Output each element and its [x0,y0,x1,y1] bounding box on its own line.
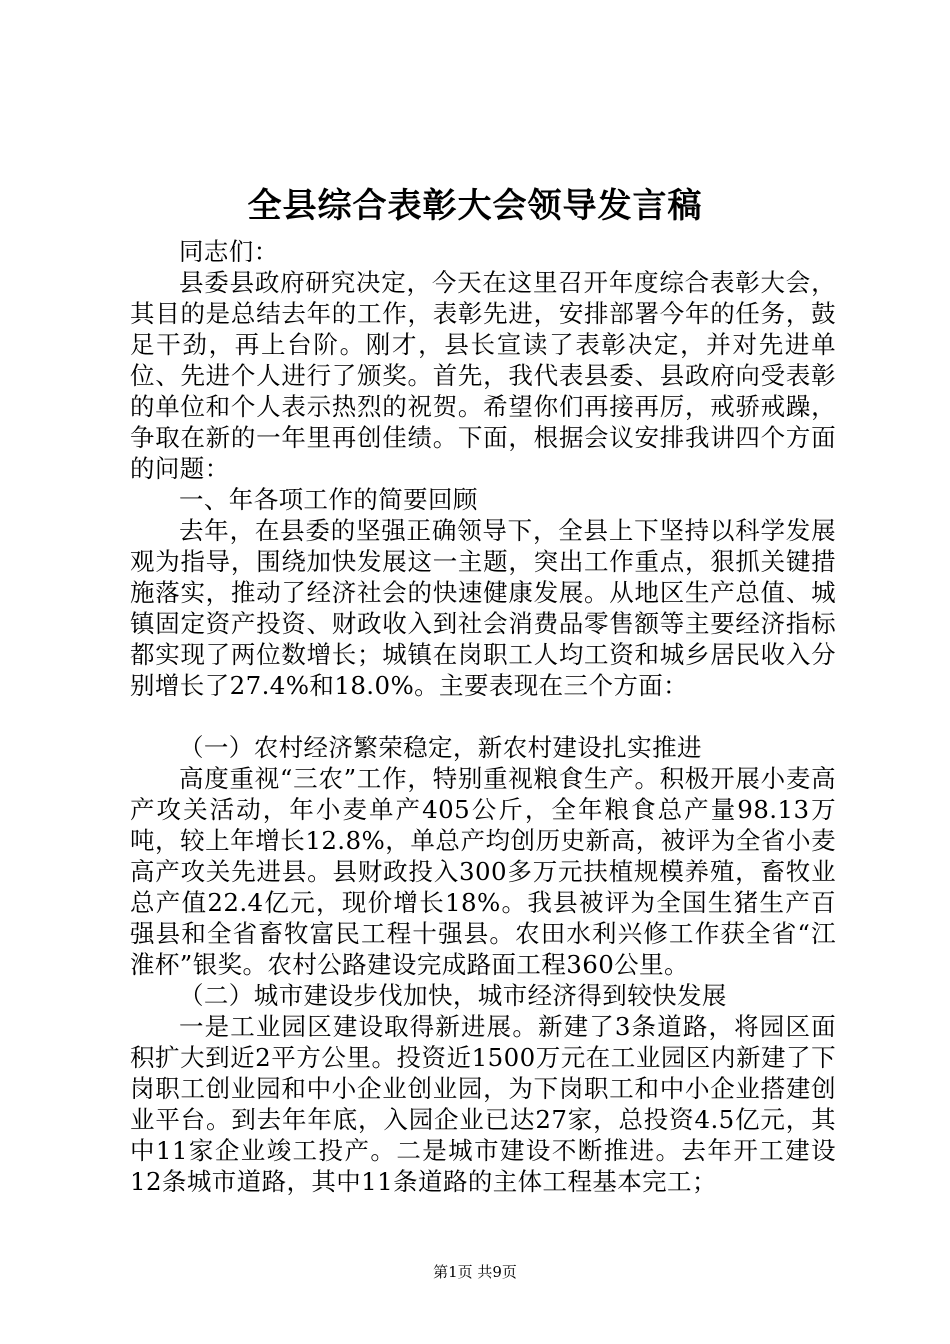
subsection-heading-1: （一）农村经济繁荣稳定，新农村建设扎实推进 [179,733,702,762]
salutation: 同志们： [179,237,279,266]
document-body [130,236,836,1197]
paragraph-gap [130,701,836,732]
rural-economy-paragraph: 高度重视“三农”工作，特别重视粮食生产。积极开展小麦高产攻关活动，年小麦单产405公斤，全年粮食总产量98.13万吨，较上年增长12.8%，单总产均创历史新高，被评为全省小麦高产攻关先进县。县财政投入300多万元扶植规模养殖，畜牧业总产值22.4亿元，现价增长18%。我县被评为全国生猪生产百强县和全省畜牧富民工程十强县。农田水利兴修工作获全省“江淮杯”银奖。农村公路建设完成路面工程360公里。 [130,764,836,979]
subsection-heading-2: （二）城市建设步伐加快，城市经济得到较快发展 [179,981,727,1010]
page-number: 第1页 共9页 [433,1263,517,1281]
urban-construction-paragraph: 一是工业园区建设取得新进展。新建了3条道路，将园区面积扩大到近2平方公里。投资近1500万元在工业园区内新建了下岗职工创业园和中小企业创业园，为下岗职工和中小企业搭建创业平台。到去年年底，入园企业已达27家，总投资4.5亿元，其中11家企业竣工投产。二是城市建设不断推进。去年开工建设12条城市道路，其中11条道路的主体工程基本完工； [130,1012,836,1196]
review-paragraph: 去年，在县委的坚强正确领导下，全县上下坚持以科学发展观为指导，围绕加快发展这一主题，突出工作重点，狠抓关键措施落实，推动了经济社会的快速健康发展。从地区生产总值、城镇固定资产投资、财政收入到社会消费品零售额等主要经济指标都实现了两位数增长；城镇在岗职工人均工资和城乡居民收入分别增长了27.4%和18.0%。主要表现在三个方面： [130,516,836,700]
document-title: 全县综合表彰大会领导发言稿 [247,186,703,226]
intro-paragraph: 县委县政府研究决定，今天在这里召开年度综合表彰大会，其目的是总结去年的工作，表彰先进，安排部署今年的任务，鼓足干劲，再上台阶。刚才，县长宣读了表彰决定，并对先进单位、先进个人进行了颁奖。首先，我代表县委、县政府向受表彰的单位和个人表示热烈的祝贺。希望你们再接再厉，戒骄戒躁，争取在新的一年里再创佳绩。下面，根据会议安排我讲四个方面的问题： [130,268,836,483]
section-heading-1: 一、年各项工作的简要回顾 [179,485,478,514]
